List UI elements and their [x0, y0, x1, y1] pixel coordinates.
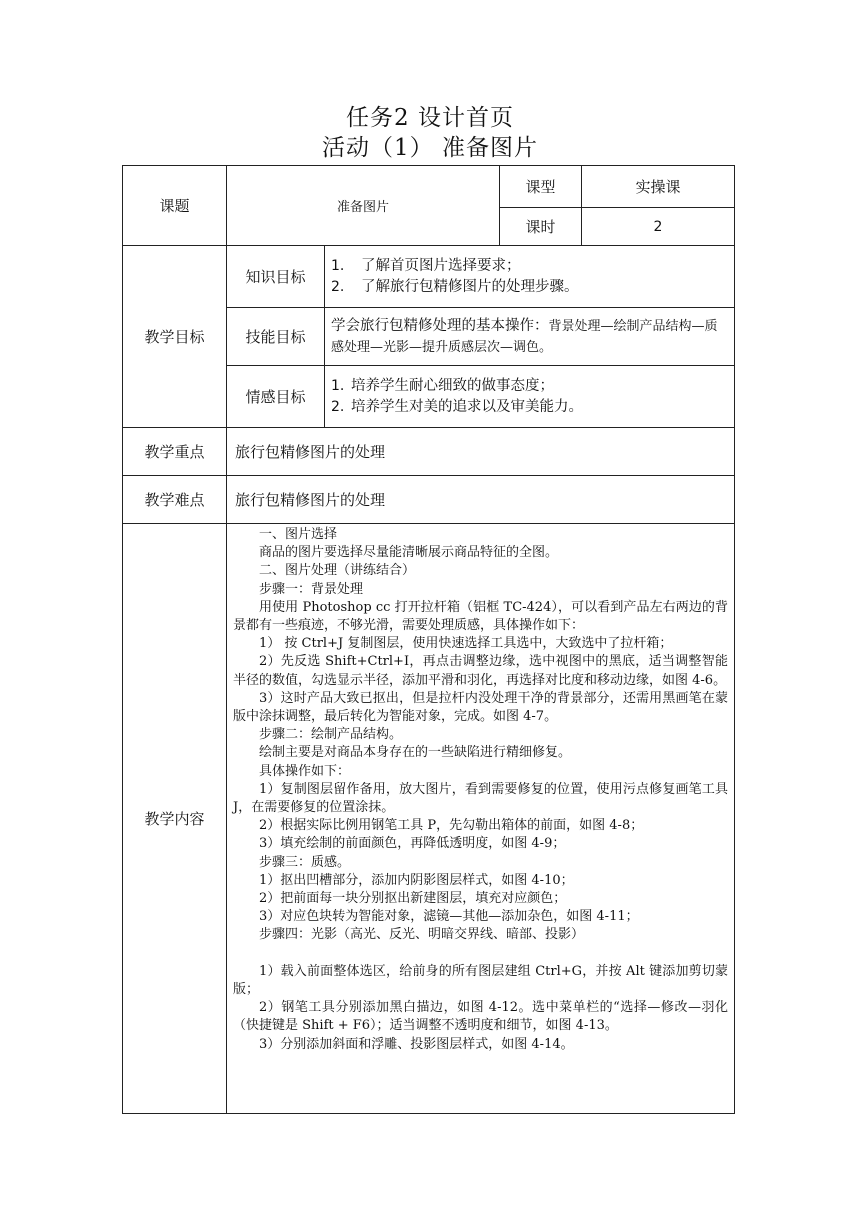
skill-goal-label: 技能目标 — [227, 308, 325, 366]
knowledge-goal-item: 2. 了解旅行包精修图片的处理步骤。 — [331, 278, 579, 295]
knowledge-goal-label: 知识目标 — [227, 246, 325, 308]
content-paragraph: 步骤三：质感。 — [259, 854, 351, 870]
goals-label: 教学目标 — [123, 246, 227, 428]
content-paragraph: 3）对应色块转为智能对象，滤镜—其他—添加杂色，如图 4-11； — [259, 909, 639, 925]
content-paragraph: 商品的图片要选择尽量能清晰展示商品特征的全图。 — [259, 545, 559, 561]
content-body — [227, 524, 735, 1114]
course-type-label: 课型 — [500, 166, 582, 208]
topic-value: 准备图片 — [227, 166, 500, 246]
knowledge-goal-content — [325, 246, 735, 308]
content-paragraph: 用使用 Photoshop cc 打开拉杆箱（铝框 TC-424），可以看到产品左右两边的背景都有一些痕迹，不够光滑，需要处理质感，具体操作如下： — [233, 599, 729, 634]
knowledge-goal-item: 1. 了解首页图片选择要求； — [331, 257, 521, 274]
content-paragraph: 1）载入前面整体选区，给前身的所有图层建组 Ctrl+G，并按 Alt 键添加剪切蒙版； — [233, 963, 729, 998]
content-paragraph: 3）分别添加斜面和浮雕、投影图层样式，如图 4-14。 — [259, 1036, 574, 1052]
emotion-goal-content — [325, 366, 735, 428]
skill-goal-content: 学会旅行包精修处理的基本操作：背景处理—绘制产品结构—质感处理—光影—提升质感层次—调色。 — [325, 308, 735, 366]
difficulty-label: 教学难点 — [123, 476, 227, 524]
content-paragraph: 1） 按 Ctrl+J 复制图层，使用快速选择工具选中，大致选中了拉杆箱； — [259, 636, 673, 652]
class-hours-value: 2 — [582, 208, 735, 246]
content-paragraph: 3）填充绘制的前面颜色，再降低透明度，如图 4-9； — [259, 836, 566, 852]
lesson-plan-table — [122, 165, 735, 1114]
page-subtitle: 活动（1） 准备图片 — [322, 135, 538, 161]
content-paragraph: 3）这时产品大致已抠出，但是拉杆内没处理干净的背景部分，还需用黑画笔在蒙版中涂抹调整，最后转化为智能对象，完成。如图 4-7。 — [233, 690, 729, 725]
emotion-goal-item: 1. 培养学生耐心细致的做事态度； — [331, 377, 554, 394]
content-label: 教学内容 — [123, 524, 227, 1114]
page-title: 任务2 设计首页 — [346, 105, 514, 131]
emotion-goal-item: 2. 培养学生对美的追求以及审美能力。 — [331, 398, 583, 415]
content-paragraph: 绘制主要是对商品本身存在的一些缺陷进行精细修复。 — [259, 745, 572, 761]
emotion-goal-label: 情感目标 — [227, 366, 325, 428]
key-point-value: 旅行包精修图片的处理 — [227, 428, 735, 476]
content-paragraph: 一、图片选择 — [259, 527, 338, 542]
class-hours-label: 课时 — [500, 208, 582, 246]
content-paragraph: 1）复制图层留作备用，放大图片，看到需要修复的位置，使用污点修复画笔工具 J，在需要修复的位置涂抹。 — [233, 781, 729, 816]
content-paragraph: 具体操作如下： — [259, 763, 351, 779]
content-paragraph: 2）钢笔工具分别添加黑白描边，如图 4-12。选中菜单栏的“选择—修改—羽化（快捷键是 Shift + F6）；适当调整不透明度和细节，如图 4-13。 — [233, 1000, 729, 1034]
course-type-value: 实操课 — [582, 166, 735, 208]
topic-label: 课题 — [123, 166, 227, 246]
content-paragraph: 步骤四：光影（高光、反光、明暗交界线、暗部、投影） — [259, 927, 585, 943]
content-paragraph: 步骤二：绘制产品结构。 — [259, 727, 403, 743]
difficulty-value: 旅行包精修图片的处理 — [227, 476, 735, 524]
key-point-label: 教学重点 — [123, 428, 227, 476]
content-paragraph: 2）先反选 Shift+Ctrl+I，再点击调整边缘，选中视图中的黑底，适当调整智能半径的数值，勾选显示半径，添加平滑和羽化，再选择对比度和移动边缘，如图 4-6。 — [233, 654, 729, 688]
content-paragraph: 2）根据实际比例用钢笔工具 P，先勾勒出箱体的前面，如图 4-8； — [259, 818, 644, 834]
content-paragraph: 二、图片处理（讲练结合） — [259, 563, 416, 579]
content-paragraph: 2）把前面每一块分别抠出新建图层，填充对应颜色； — [259, 891, 567, 907]
content-paragraph: 步骤一：背景处理 — [259, 581, 364, 597]
content-blank-line — [233, 945, 728, 963]
content-paragraph: 1）抠出凹槽部分，添加内阴影图层样式，如图 4-10； — [259, 872, 574, 888]
